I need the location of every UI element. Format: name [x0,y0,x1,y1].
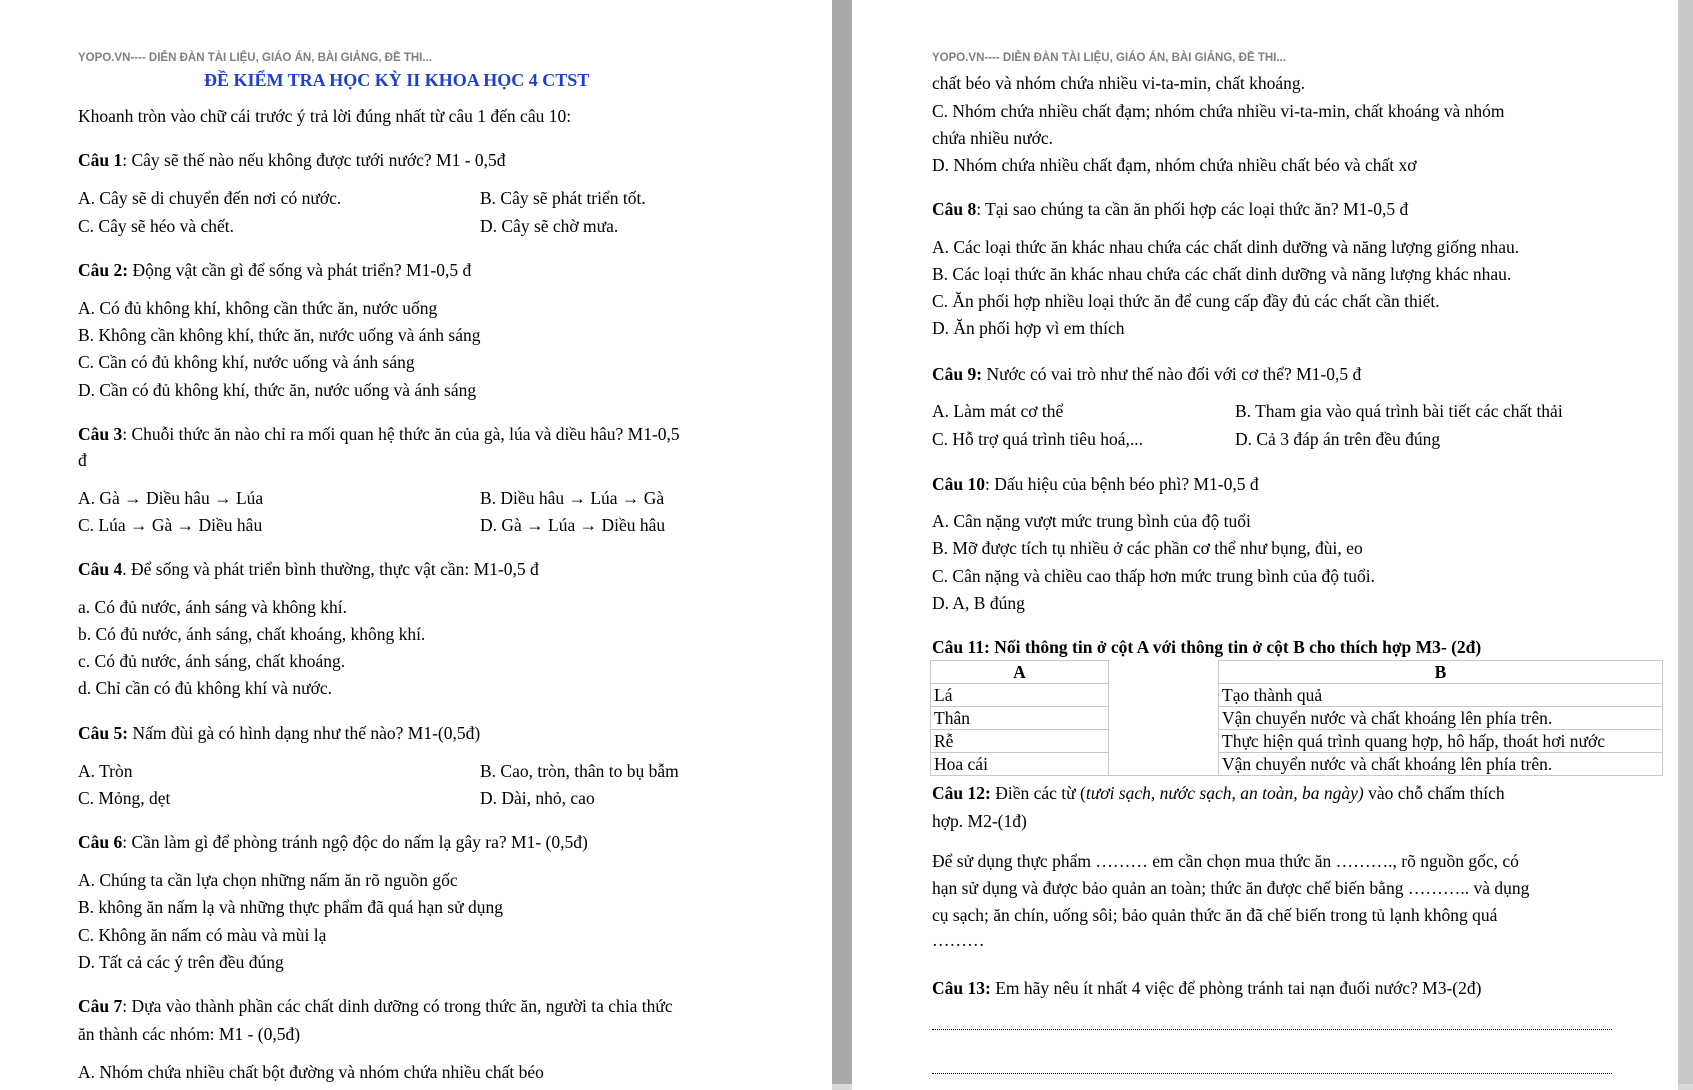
option-5b: B. Cao, tròn, thân to bụ bẫm [480,761,679,781]
option-4a: a. Có đủ nước, ánh sáng và không khí. [78,597,348,617]
page-header: YOPO.VN---- DIỄN ĐÀN TÀI LIỆU, GIÁO ÁN, BÀI GIẢNG, ĐỀ THI... [78,52,432,64]
question-3: Câu 3: Chuỗi thức ăn nào chỉ ra mối quan hệ thức ăn của gà, lúa và diều hâu? M1-0,5 [78,424,680,444]
option-5c: C. Mỏng, dẹt [78,788,171,808]
document-page-1 [0,0,832,1090]
option-3a: A. Gà → Diều hâu → Lúa [78,488,264,508]
instruction: Khoanh tròn vào chữ cái trước ý trả lời đúng nhất từ câu 1 đến câu 10: [78,106,572,126]
matching-table [930,660,1663,776]
option-9d: D. Cả 3 đáp án trên đều đúng [1235,429,1441,449]
option-5d: D. Dài, nhỏ, cao [480,788,595,808]
table-row [931,730,1663,753]
table-row [931,753,1663,776]
cell-b: Vận chuyển nước và chất khoáng lên phía trên. [1219,707,1663,730]
vertical-scrollbar[interactable] [1678,0,1693,1090]
question-13: Câu 13: Em hãy nêu ít nhất 4 việc để phòng tránh tai nạn đuối nước? M3-(2đ) [932,978,1482,998]
gap-cell [1109,753,1219,776]
option-6a: A. Chúng ta cần lựa chọn những nấm ăn rõ nguồn gốc [78,870,458,890]
option-6d: D. Tất cả các ý trên đều đúng [78,952,284,972]
option-3d: D. Gà → Lúa → Diều hâu [480,515,666,535]
exam-title: ĐỀ KIỂM TRA HỌC KỲ II KHOA HỌC 4 CTST [204,70,590,90]
question-1: Câu 1: Cây sẽ thế nào nếu không được tưới nước? M1 - 0,5đ [78,150,506,170]
cell-b: Vận chuyển nước và chất khoáng lên phía trên. [1219,753,1663,776]
answer-line [932,1028,1612,1030]
option-8b: B. Các loại thức ăn khác nhau chứa các chất dinh dưỡng và năng lượng khác nhau. [932,264,1512,284]
column-a-header: A [931,661,1109,684]
question-2: Câu 2: Động vật cần gì để sống và phát triển? M1-0,5 đ [78,260,472,280]
column-b-header: B [1219,661,1663,684]
fill-blank-line-1: Để sử dụng thực phẩm ……… em cần chọn mua thức ăn ………., rõ nguồn gốc, có [932,851,1519,871]
option-10d: D. A, B đúng [932,593,1025,613]
option-7a: A. Nhóm chứa nhiều chất bột đường và nhóm chứa nhiều chất béo [78,1062,544,1082]
question-9: Câu 9: Nước có vai trò như thế nào đối với cơ thể? M1-0,5 đ [932,364,1362,384]
cell-b: Tạo thành quả [1219,684,1663,707]
question-4: Câu 4. Để sống và phát triển bình thường, thực vật cần: M1-0,5 đ [78,559,539,579]
option-1a: A. Cây sẽ di chuyển đến nơi có nước. [78,188,342,208]
option-9b: B. Tham gia vào quá trình bài tiết các chất thải [1235,401,1563,421]
cell-a: Thân [931,707,1109,730]
option-7c-cont: chứa nhiều nước. [932,128,1054,148]
question-7-cont: ăn thành các nhóm: M1 - (0,5đ) [78,1024,301,1044]
option-1c: C. Cây sẽ héo và chết. [78,216,234,236]
option-8c: C. Ăn phối hợp nhiều loại thức ăn để cung cấp đầy đủ các chất cần thiết. [932,291,1440,311]
cell-b: Thực hiện quá trình quang hợp, hô hấp, thoát hơi nước [1219,730,1663,753]
question-5: Câu 5: Nấm đùi gà có hình dạng như thế nào? M1-(0,5đ) [78,723,481,743]
question-10: Câu 10: Dấu hiệu của bệnh béo phì? M1-0,5 đ [932,474,1259,494]
option-7c: C. Nhóm chứa nhiều chất đạm; nhóm chứa nhiều vi-ta-min, chất khoáng và nhóm [932,101,1505,121]
page-header: YOPO.VN---- DIỄN ĐÀN TÀI LIỆU, GIÁO ÁN, BÀI GIẢNG, ĐỀ THI... [932,52,1286,64]
table-row [931,707,1663,730]
question-6: Câu 6: Cần làm gì để phòng tránh ngộ độc do nấm lạ gây ra? M1- (0,5đ) [78,832,588,852]
answer-line [932,1072,1612,1074]
option-10c: C. Cân nặng và chiều cao thấp hơn mức trung bình của độ tuổi. [932,566,1376,586]
option-2c: C. Cần có đủ không khí, nước uống và ánh sáng [78,352,415,372]
question-12-cont: hợp. M2-(1đ) [932,811,1027,831]
question-11: Câu 11: Nối thông tin ở cột A với thông tin ở cột B cho thích hợp M3- (2đ) [932,637,1482,657]
option-5a: A. Tròn [78,761,133,781]
option-7d: D. Nhóm chứa nhiều chất đạm, nhóm chứa nhiều chất béo và chất xơ [932,155,1417,175]
option-2a: A. Có đủ không khí, không cần thức ăn, nước uống [78,298,438,318]
question-7: Câu 7: Dựa vào thành phần các chất dinh dưỡng có trong thức ăn, người ta chia thức [78,996,673,1016]
gap-cell [1109,661,1219,684]
question-12: Câu 12: Điền các từ (tươi sạch, nước sạch, an toàn, ba ngày) vào chỗ chấm thích [932,783,1505,803]
option-6c: C. Không ăn nấm có màu và mùi lạ [78,925,327,945]
question-3-cont: đ [78,450,87,470]
option-8d: D. Ăn phối hợp vì em thích [932,318,1125,338]
page-gap [832,0,852,1090]
option-3b: B. Diều hâu → Lúa → Gà [480,488,665,508]
option-6b: B. không ăn nấm lạ và những thực phẩm đã quá hạn sử dụng [78,897,504,917]
option-4c: c. Có đủ nước, ánh sáng, chất khoáng. [78,651,346,671]
option-3c: C. Lúa → Gà → Diều hâu [78,515,263,535]
option-7a-cont: chất béo và nhóm chứa nhiều vi-ta-min, chất khoáng. [932,73,1305,93]
gap-cell [1109,730,1219,753]
fill-blank-line-3: cụ sạch; ăn chín, uống sôi; bảo quản thức ăn đã chế biến trong tủ lạnh không quá [932,905,1498,925]
option-8a: A. Các loại thức ăn khác nhau chứa các chất dinh dưỡng và năng lượng giống nhau. [932,237,1520,257]
cell-a: Rễ [931,730,1109,753]
question-8: Câu 8: Tại sao chúng ta cần ăn phối hợp các loại thức ăn? M1-0,5 đ [932,199,1409,219]
fill-blank-line-4: ……… [932,930,985,950]
option-2d: D. Cần có đủ không khí, thức ăn, nước uống và ánh sáng [78,380,477,400]
fill-blank-line-2: hạn sử dụng và được bảo quản an toàn; thức ăn được chế biến bằng ……….. và dụng [932,878,1530,898]
option-4d: d. Chỉ cần có đủ không khí và nước. [78,678,332,698]
option-9a: A. Làm mát cơ thể [932,401,1064,421]
table-header-row [931,661,1663,684]
option-9c: C. Hỗ trợ quá trình tiêu hoá,... [932,429,1143,449]
option-1b: B. Cây sẽ phát triển tốt. [480,188,646,208]
cell-a: Lá [931,684,1109,707]
gap-cell [1109,684,1219,707]
gap-cell [1109,707,1219,730]
option-1d: D. Cây sẽ chờ mưa. [480,216,619,236]
table-row [931,684,1663,707]
option-10a: A. Cân nặng vượt mức trung bình của độ tuổi [932,511,1251,531]
option-2b: B. Không cần không khí, thức ăn, nước uống và ánh sáng [78,325,481,345]
document-page-2 [852,0,1678,1090]
cell-a: Hoa cái [931,753,1109,776]
option-10b: B. Mỡ được tích tụ nhiều ở các phần cơ thể như bụng, đùi, eo [932,538,1363,558]
option-4b: b. Có đủ nước, ánh sáng, chất khoáng, không khí. [78,624,426,644]
